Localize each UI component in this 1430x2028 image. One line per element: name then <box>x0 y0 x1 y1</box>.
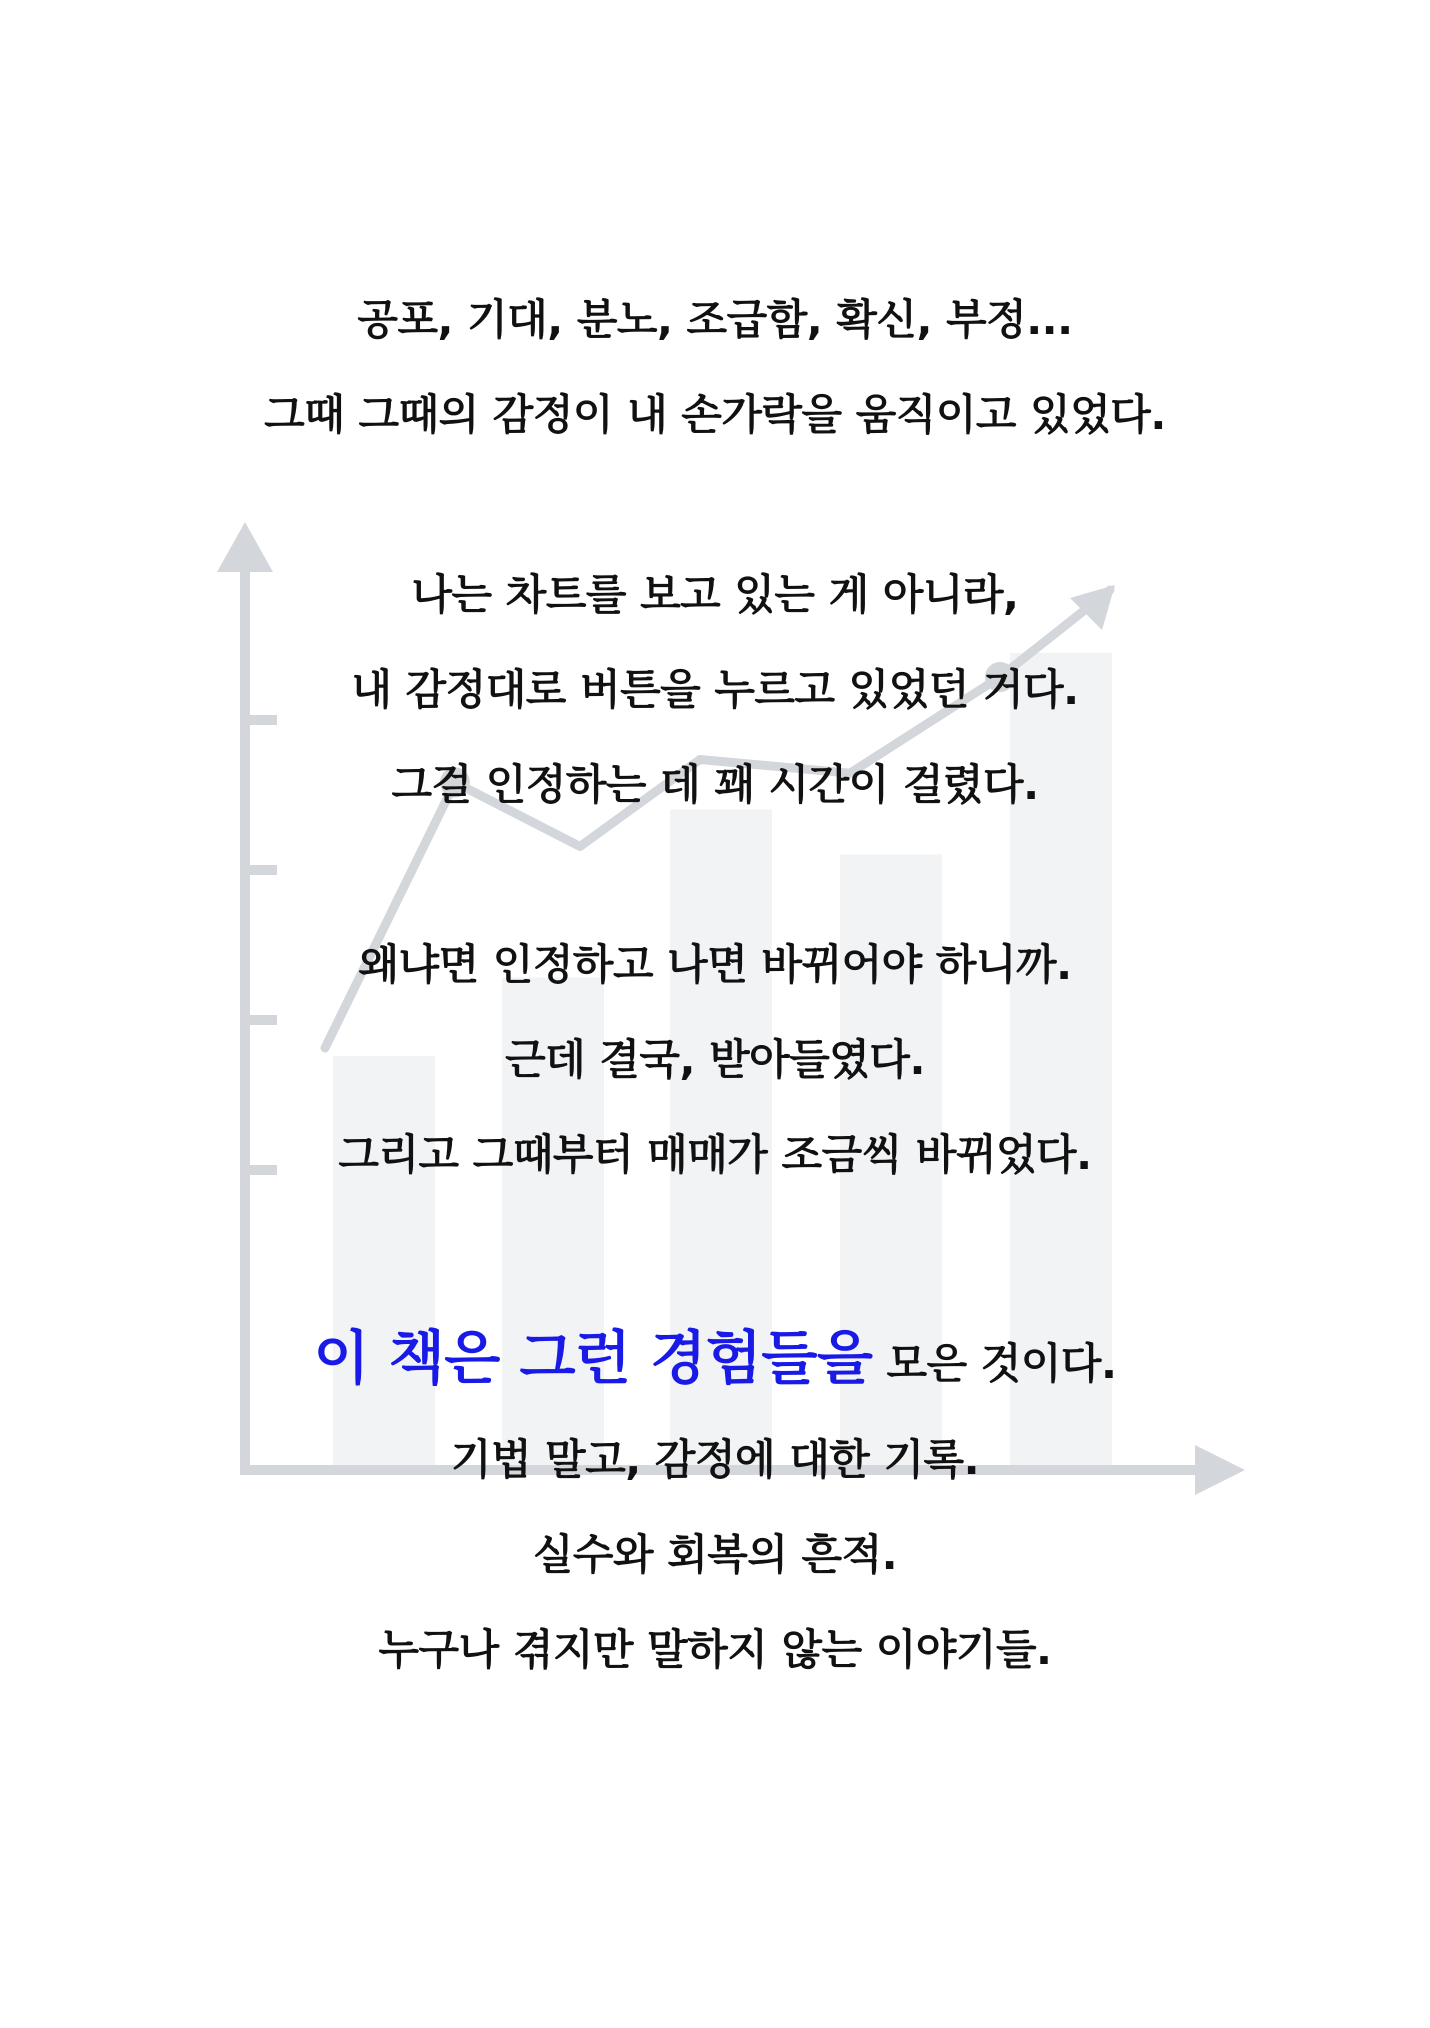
intro-line-1: 공포, 기대, 분노, 조급함, 확신, 부정... <box>357 295 1073 344</box>
book-statement-rest: 모은 것이다. <box>872 1339 1117 1388</box>
realization-line-1: 나는 차트를 보고 있는 게 아니라, <box>411 570 1019 619</box>
realization-line-2: 내 감정대로 버튼을 누르고 있었던 거다. <box>351 665 1079 714</box>
acceptance-line-2: 근데 결국, 받아들였다. <box>505 1035 925 1084</box>
book-statement-emphasis: 이 책은 그런 경험들을 <box>313 1324 873 1392</box>
summary-line-2: 실수와 회복의 흔적. <box>532 1530 898 1579</box>
acceptance-line-1: 왜냐면 인정하고 나면 바뀌어야 하니까. <box>358 940 1072 989</box>
acceptance-line-3: 그리고 그때부터 매매가 조금씩 바뀌었다. <box>338 1130 1092 1179</box>
realization-line-3: 그걸 인정하는 데 꽤 시간이 걸렸다. <box>391 760 1039 809</box>
chart-bar <box>333 1056 435 1470</box>
summary-line-1: 기법 말고, 감정에 대한 기록. <box>450 1435 980 1484</box>
summary-line-3: 누구나 겪지만 말하지 않는 이야기들. <box>378 1625 1052 1674</box>
book-statement <box>0 1320 1430 1396</box>
intro-line-2: 그때 그때의 감정이 내 손가락을 움직이고 있었다. <box>264 390 1166 439</box>
